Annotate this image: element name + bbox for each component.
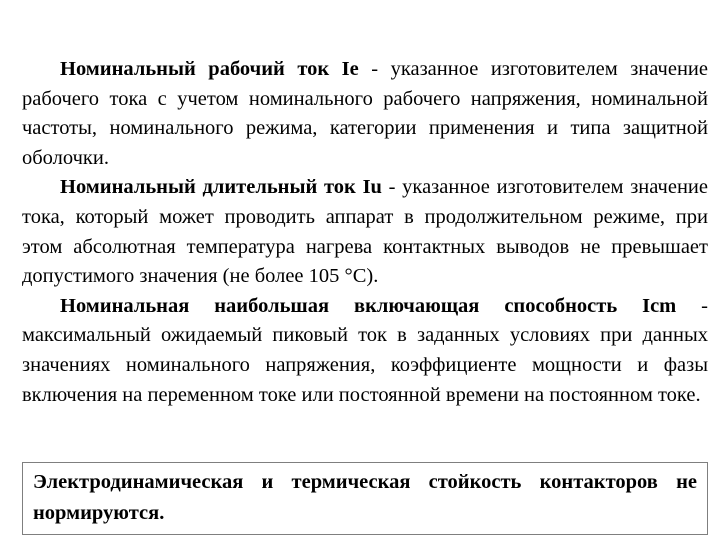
definition-rated-continuous-current xyxy=(22,173,708,291)
definition-text: - максимальный ожидаемый пиковый ток в заданных условиях при данных значениях номинального напряжения, коэффициенте мощности и фазы включения на переменном токе или постоянной времени на постоянном токе. xyxy=(22,294,709,406)
note-text: Электродинамическая и термическая стойкость контакторов не нормируются. xyxy=(33,471,697,524)
term-rated-operating-current: Номинальный рабочий ток Ie xyxy=(60,58,359,80)
definition-rated-operating-current xyxy=(22,55,708,173)
definition-text: - указанное изготовителем значение рабочего тока с учетом номинального рабочего напряжения, номинальной частоты, номинального режима, категории применения и типа защитной оболочки. xyxy=(22,58,708,169)
note-box xyxy=(22,462,708,535)
definition-rated-making-capacity xyxy=(22,292,708,410)
term-rated-continuous-current: Номинальный длительный ток Iu xyxy=(60,176,382,199)
term-rated-making-capacity: Номинальная наибольшая включающая способность Icm xyxy=(60,294,677,317)
definitions-text xyxy=(22,55,708,410)
definition-text: - указанное изготовителем значение тока, который может проводить аппарат в продолжительном режиме, при этом абсолютная температура нагрева контактных выводов не превышает допустимого значения (не более 105 °С). xyxy=(22,176,708,288)
